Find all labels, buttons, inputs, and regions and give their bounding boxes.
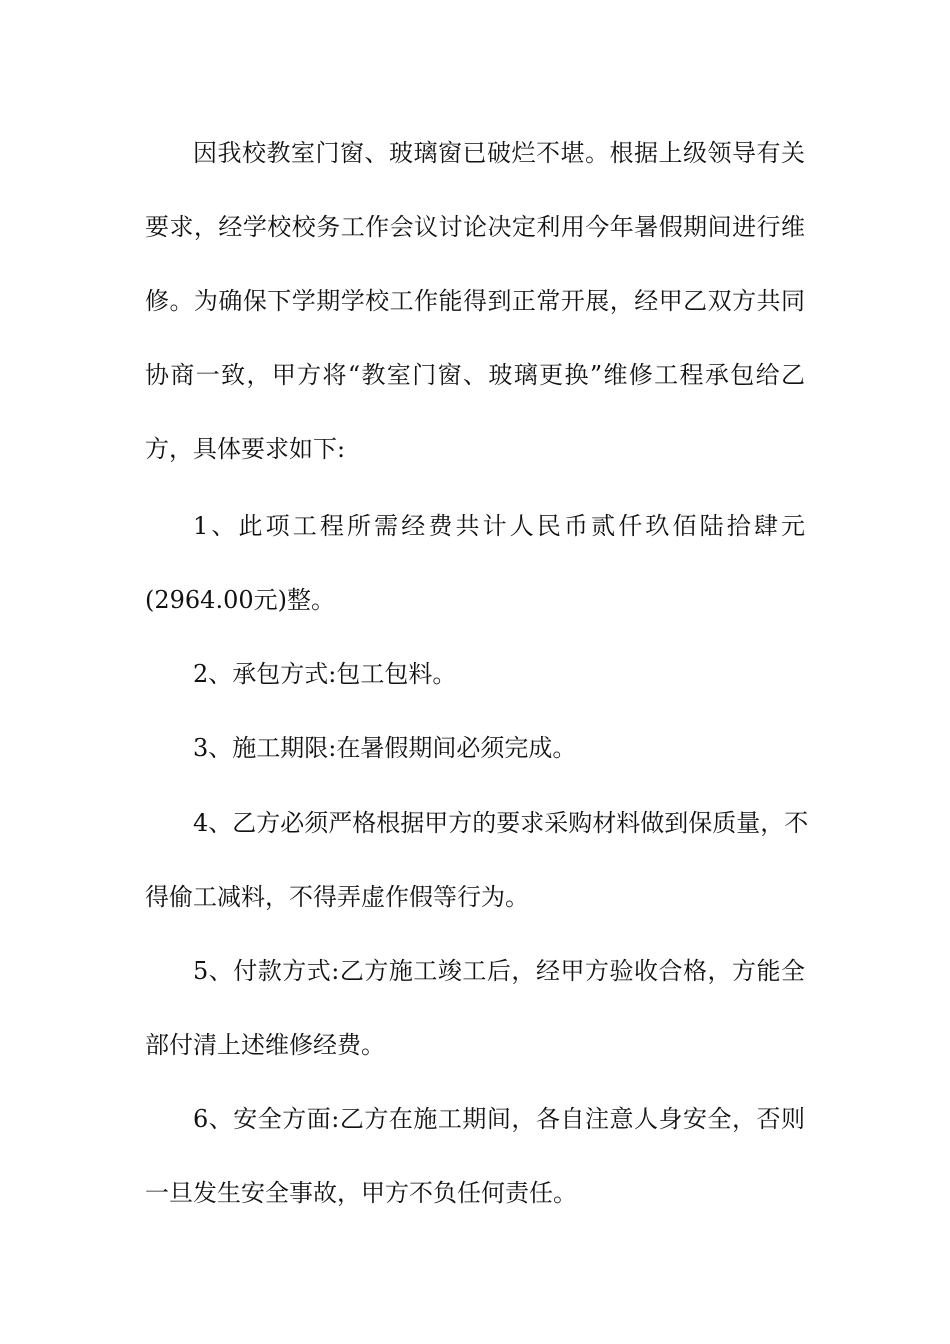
item-2-line-1: 2、承包方式:包工包料。 (193, 660, 457, 688)
intro-line-4: 协商一致，甲方将“教室门窗、玻璃更换”维修工程承包给乙 (145, 361, 805, 389)
item-6-line-2: 一旦发生安全事故，甲方不负任何责任。 (145, 1179, 577, 1207)
item-6-line-1: 6、安全方面:乙方在施工期间，各自注意人身安全，否则 (193, 1105, 805, 1133)
item-1-line-1: 1、此项工程所需经费共计人民币贰仟玖佰陆拾肆元 (193, 512, 805, 540)
item-4-line-2: 得偷工减料，不得弄虚作假等行为。 (145, 883, 529, 911)
intro-line-1: 因我校教室门窗、玻璃窗已破烂不堪。根据上级领导有关 (193, 139, 805, 167)
intro-line-5: 方，具体要求如下: (145, 435, 346, 463)
item-3-line-1: 3、施工期限:在暑假期间必须完成。 (193, 734, 577, 762)
item-5-line-1: 5、付款方式:乙方施工竣工后，经甲方验收合格，方能全 (193, 957, 805, 985)
item-4-line-1: 4、乙方必须严格根据甲方的要求采购材料做到保质量，不 (193, 809, 809, 837)
intro-line-3: 修。为确保下学期学校工作能得到正常开展，经甲乙双方共同 (145, 287, 805, 315)
intro-line-2: 要求，经学校校务工作会议讨论决定利用今年暑假期间进行维 (145, 213, 805, 241)
item-1-line-2: (2964.00元)整。 (145, 586, 335, 614)
item-5-line-2: 部付清上述维修经费。 (145, 1031, 385, 1059)
